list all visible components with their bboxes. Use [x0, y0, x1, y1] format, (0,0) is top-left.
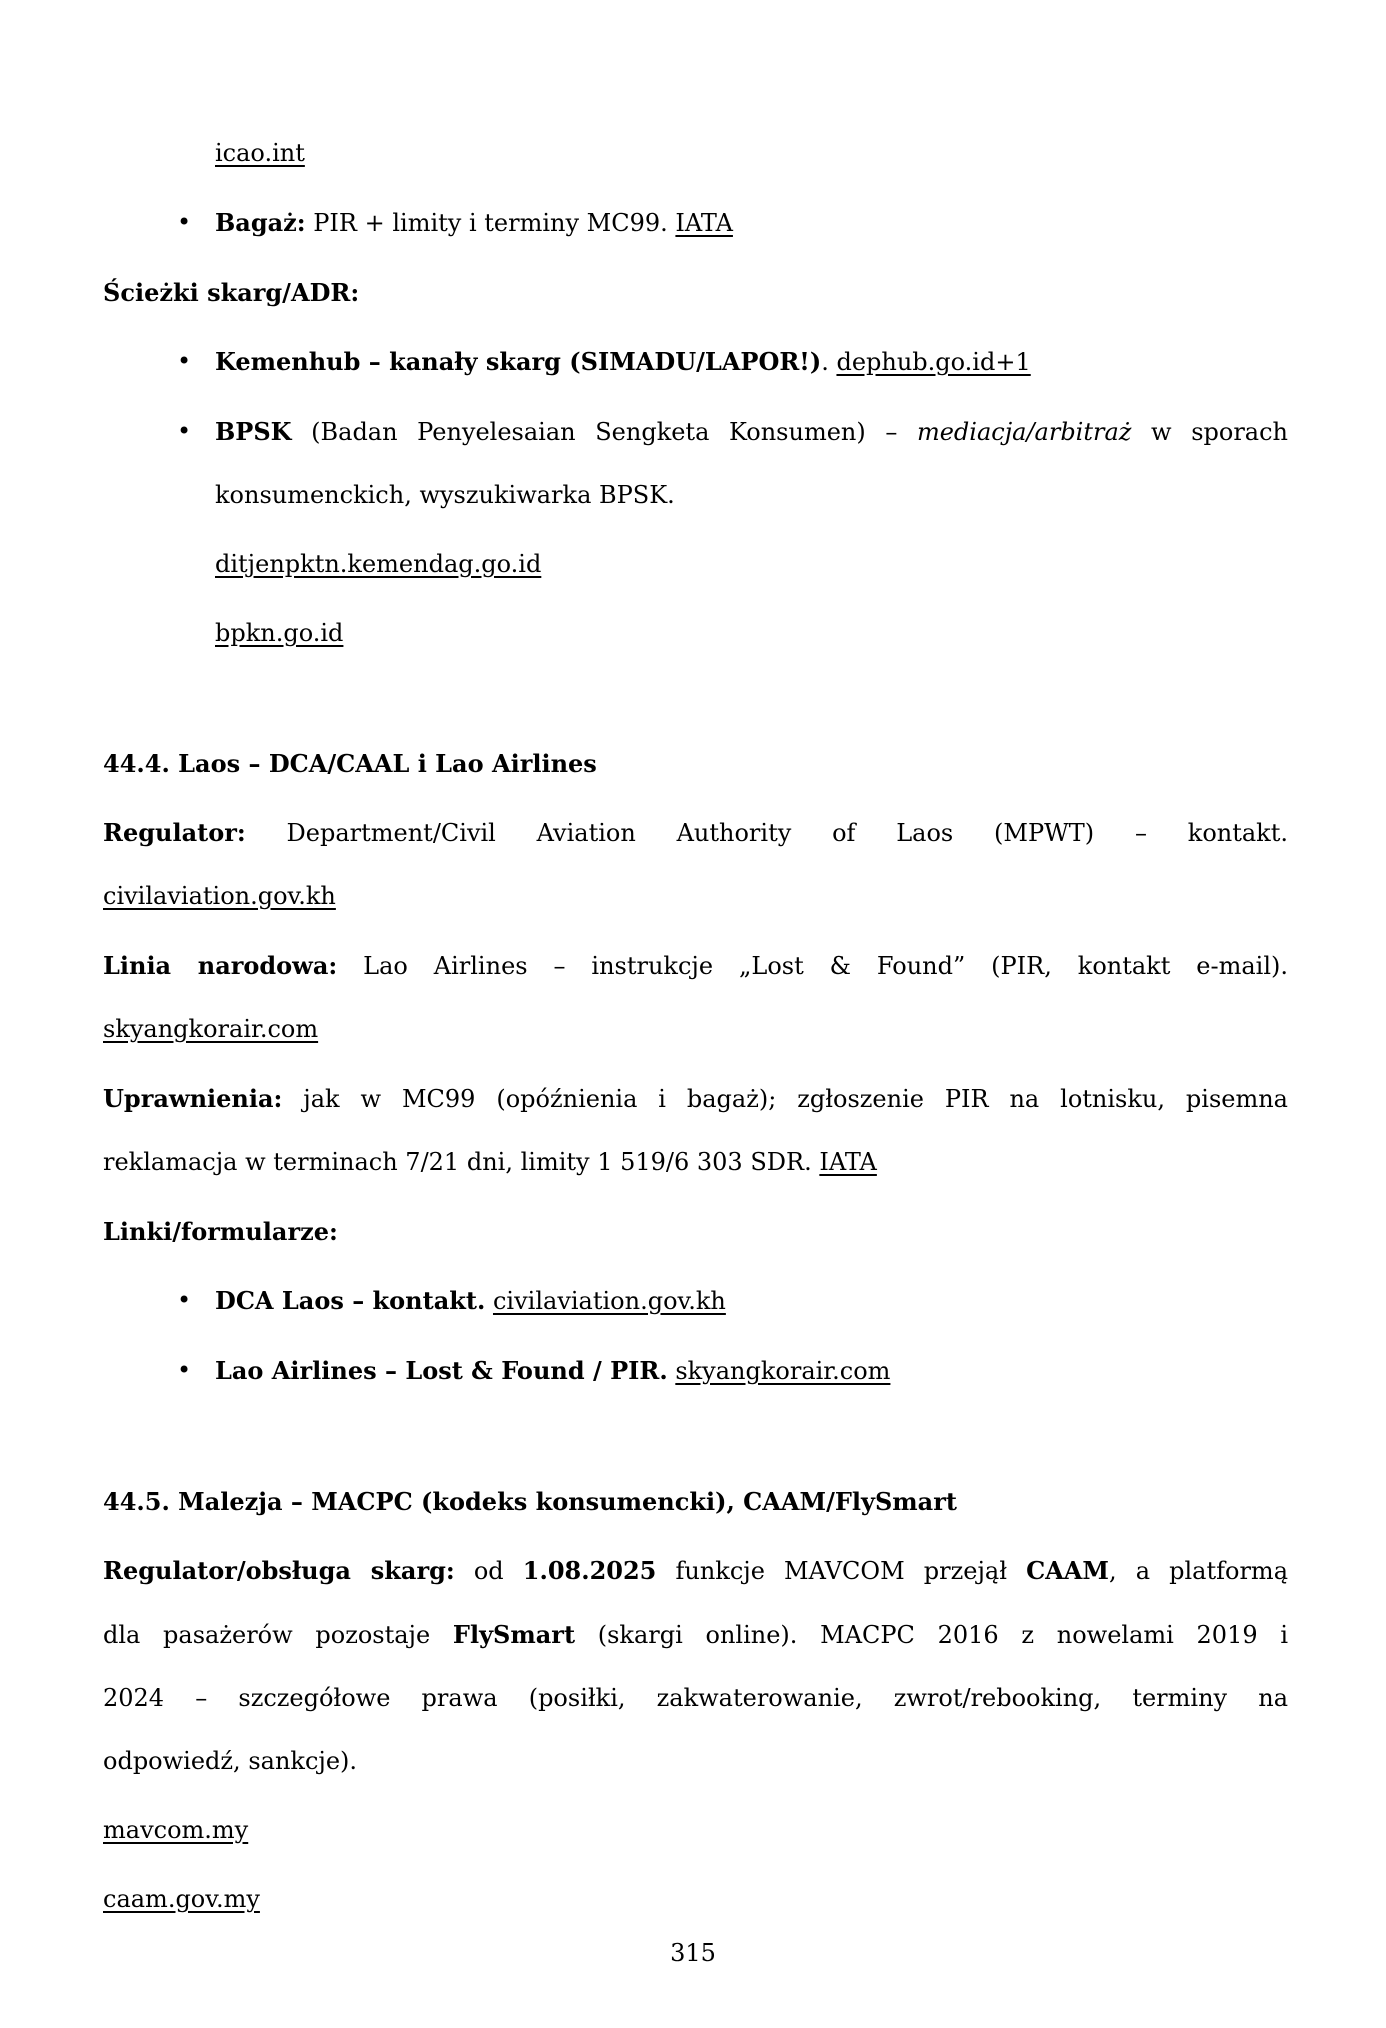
regulator-text: Department/Civil Aviation Authority of Laos (MPWT) – kontakt.: [245, 819, 1288, 847]
skyangkorair-link[interactable]: skyangkorair.com: [103, 1015, 319, 1043]
malezja-line2: [103, 1603, 1288, 1667]
linia-line1: [103, 934, 1288, 998]
bpsk-list-item: [103, 400, 1288, 527]
page-number: 315: [670, 1939, 716, 1967]
bpsk-text1: (Badan Penyelesaian Sengketa Konsumen) –: [291, 418, 917, 446]
bagaz-list-item: [103, 191, 1288, 255]
section-44-5-heading: 44.5. Malezja – MACPC (kodeks konsumencki), CAAM/FlySmart: [103, 1487, 957, 1516]
linia-text: Lao Airlines – instrukcje „Lost & Found” (PIR, kontakt e-mail).: [337, 952, 1288, 980]
malezja-label: Regulator/obsługa skarg:: [103, 1556, 455, 1585]
bagaz-label: Bagaż:: [215, 208, 306, 237]
malezja-text4: dla pasażerów pozostaje: [103, 1621, 453, 1649]
kemenhub-sep: .: [821, 348, 837, 376]
uprawnienia-text2: reklamacja w terminach 7/21 dni, limity 1 519/6 303 SDR.: [103, 1148, 820, 1176]
caam-link[interactable]: caam.gov.my: [103, 1885, 260, 1913]
malezja-line3: 2024 – szczegółowe prawa (posiłki, zakwaterowanie, zwrot/rebooking, terminy na: [103, 1684, 1288, 1712]
bagaz-text: PIR + limity i terminy MC99.: [305, 209, 676, 237]
bullet-icon: •: [177, 1356, 192, 1384]
malezja-text3: , a platformą: [1109, 1557, 1289, 1585]
bullet-icon: •: [177, 417, 192, 445]
icao-link-line: [103, 122, 1288, 185]
ditjenpktn-link-line: [103, 533, 1288, 596]
malezja-flysmart: FlySmart: [452, 1620, 576, 1649]
regulator-label: Regulator:: [103, 818, 246, 847]
regulator-paragraph: [103, 801, 1288, 928]
malezja-caam: CAAM: [1026, 1556, 1109, 1585]
dephub-link[interactable]: dephub.go.id+1: [836, 348, 1031, 376]
ditjenpktn-link[interactable]: ditjenpktn.kemendag.go.id: [215, 550, 542, 578]
kemenhub-label: Kemenhub – kanały skarg (SIMADU/LAPOR!): [215, 347, 822, 376]
linia-paragraph: [103, 934, 1288, 1061]
regulator-link-line: [103, 865, 1288, 928]
malezja-paragraph: [103, 1539, 1288, 1793]
uprawnienia-line1: [103, 1067, 1288, 1131]
mavcom-link-line: [103, 1799, 1288, 1862]
bpsk-label: BPSK: [215, 417, 292, 446]
malezja-date: 1.08.2025: [522, 1556, 657, 1585]
uprawnienia-text1: jak w MC99 (opóźnienia i bagaż); zgłoszenie PIR na lotnisku, pisemna: [282, 1085, 1288, 1113]
civilaviation-link[interactable]: civilaviation.gov.kh: [103, 882, 336, 910]
bpsk-italic: mediacja/arbitraż: [916, 418, 1132, 446]
skyangkorair-link-2[interactable]: skyangkorair.com: [675, 1357, 891, 1385]
mavcom-link[interactable]: mavcom.my: [103, 1816, 249, 1844]
sciezki-heading: Ścieżki skarg/ADR:: [103, 278, 360, 307]
iata-link-2[interactable]: IATA: [819, 1148, 877, 1176]
uprawnienia-line2: [103, 1131, 1288, 1194]
bullet-icon: •: [177, 208, 192, 236]
regulator-line1: [103, 801, 1288, 865]
section-44-4-heading: 44.4. Laos – DCA/CAAL i Lao Airlines: [103, 749, 597, 778]
malezja-text5: (skargi online). MACPC 2016 z nowelami 2019 i: [575, 1621, 1289, 1649]
icao-link[interactable]: icao.int: [215, 139, 305, 167]
iata-link[interactable]: IATA: [675, 209, 733, 237]
lao-list-item: [103, 1339, 1288, 1403]
dca-sep: [485, 1287, 493, 1315]
linia-link-line: [103, 998, 1288, 1061]
bpkn-link-line: [103, 602, 1288, 665]
bpsk-line2: konsumenckich, wyszukiwarka BPSK.: [215, 481, 675, 509]
linia-label: Linia narodowa:: [103, 951, 338, 980]
malezja-text1: od: [454, 1557, 523, 1585]
kemenhub-list-item: [103, 330, 1288, 394]
bullet-icon: •: [177, 347, 192, 375]
bpsk-line1: [215, 400, 1288, 464]
uprawnienia-label: Uprawnienia:: [103, 1084, 283, 1113]
bullet-icon: •: [177, 1286, 192, 1314]
malezja-text2: funkcje MAVCOM przejął: [656, 1557, 1027, 1585]
lao-label: Lao Airlines – Lost & Found / PIR.: [215, 1356, 668, 1385]
dca-label: DCA Laos – kontakt.: [215, 1286, 486, 1315]
uprawnienia-paragraph: [103, 1067, 1288, 1194]
linki-heading: Linki/formularze:: [103, 1217, 338, 1246]
malezja-line4: odpowiedź, sankcje).: [103, 1747, 358, 1775]
civilaviation-link-2[interactable]: civilaviation.gov.kh: [492, 1287, 726, 1315]
bpsk-text2: w sporach: [1131, 418, 1288, 446]
dca-list-item: [103, 1269, 1288, 1333]
malezja-line1: [103, 1539, 1288, 1603]
bpkn-link[interactable]: bpkn.go.id: [215, 619, 344, 647]
